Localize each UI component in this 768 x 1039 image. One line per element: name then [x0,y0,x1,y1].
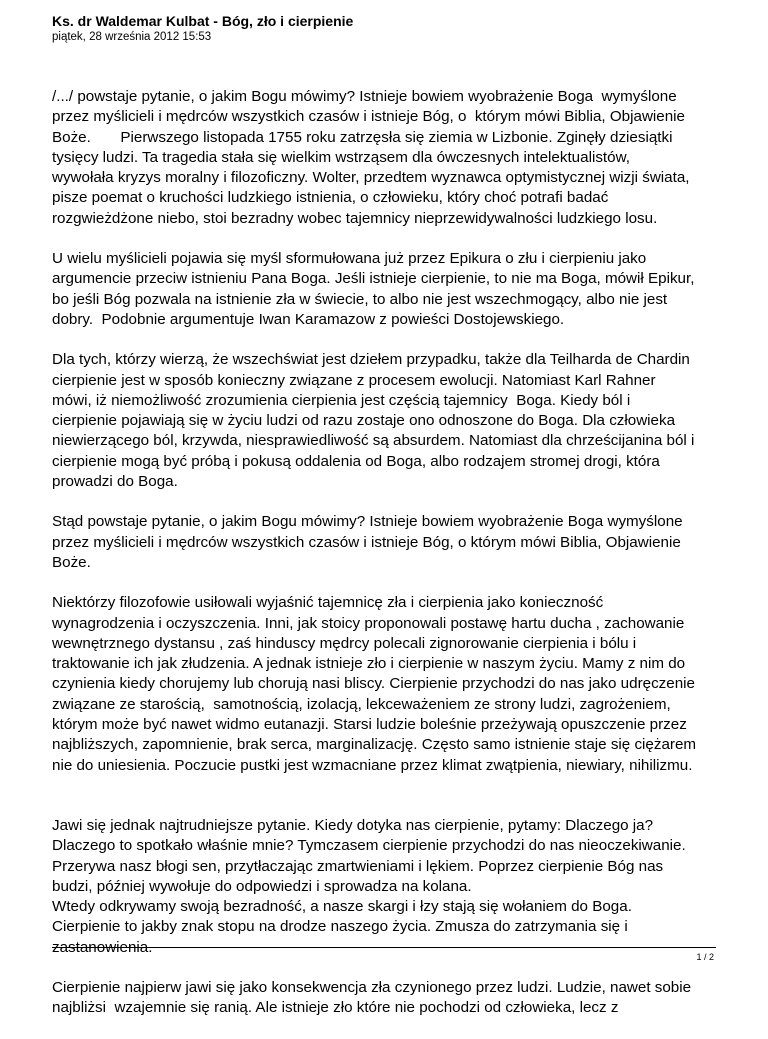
paragraph-4: Stąd powstaje pytanie, o jakim Bogu mówimy? Istnieje bowiem wyobrażenie Boga wymyślone przez myślicieli i mędrców wszystkich czasów i istnieje Bóg, o którym mówi Biblia, Objawienie Boże. [52,513,683,571]
publication-date: piątek, 28 września 2012 15:53 [52,31,212,43]
page-header [52,13,716,44]
paragraph-3: Dla tych, którzy wierzą, że wszechświat jest dziełem przypadku, także dla Teilharda de Chardin cierpienie jest w sposób konieczny związane z procesem ewolucji. Natomiast Karl Rahner mówi, iż niemożliwość zrozumienia cierpienia jest częścią tajemnicy Boga. Kiedy ból i cierpienie pojawiają się w życiu ludzi od razu zostaje ono odnoszone do Boga. Dla człowieka niewierzącego ból, krzywda, niesprawiedliwość są absurdem. Natomiast dla chrześcijanina ból i cierpienie mogą być próbą i pokusą oddalenia od Boga, albo rodzajem stromej drogi, która prowadzi do Boga. [52,351,695,491]
paragraph-6: Jawi się jednak najtrudniejsze pytanie. Kiedy dotyka nas cierpienie, pytamy: Dlaczego ja? Dlaczego to spotkało właśnie mnie? Tymczasem cierpienie przychodzi do nas nieoczekiwanie. Przerywa nasz błogi sen, przytłaczając zmartwieniami i lękiem. Poprzez cierpienie Bóg nas budzi, później wywołuje do odpowiedzi i sprowadza na kolana. Wtedy odkrywamy swoją bezradność, a nasze skargi i łzy stają się wołaniem do Boga. Cierpienie to jakby znak stopu na drodze naszego życia. Zmusza do zatrzymania się i zastanowienia. [52,816,686,956]
document-title: Ks. dr Waldemar Kulbat - Bóg, zło i cierpienie [52,13,354,29]
paragraph-7: Cierpienie najpierw jawi się jako konsekwencja zła czynionego przez ludzi. Ludzie, nawet sobie najbliżsi wzajemnie się ranią. Ale istnieje zło które nie pochodzi od człowieka, lecz z [52,978,692,1017]
paragraph-5: Niektórzy filozofowie usiłowali wyjaśnić tajemnicę zła i cierpienia jako konieczność wynagrodzenia i oczyszczenia. Inni, jak stoicy proponowali postawę hartu ducha , zachowanie wewnętrznego dystansu , zaś hinduscy mędrcy polecali zignorowanie cierpienia i bólu i traktowanie ich jak złudzenia. A jednak istnieje zło i cierpienie w naszym życiu. Mamy z nim do czynienia kiedy chorujemy lub chorują nasi bliscy. Cierpienie przychodzi do nas jako udręczenie związane ze starością, samotnością, izolacją, lekceważeniem ze strony ludzi, zagrożeniem, którym może być nawet widmo eutanazji. Starsi ludzie boleśnie przeżywają opuszczenie przez najbliższych, zapomnienie, brak serca, marginalizację. Często samo istnienie staje się ciężarem nie do uniesienia. Poczucie pustki jest wzmacniane przez klimat zwątpienia, niewiary, nihilizmu. [52,594,697,774]
paragraph-2: U wielu myślicieli pojawia się myśl sformułowana już przez Epikura o złu i cierpieniu jako argumencie przeciw istnieniu Pana Boga. Jeśli istnieje cierpienie, to nie ma Boga, mówił Epikur, bo jeśli Bóg pozwala na istnienie zła w świecie, to albo nie jest wszechmogący, albo nie jest dobry. Podobnie argumentuje Iwan Karamazow z powieści Dostojewskiego. [52,250,695,328]
page-number: 1 / 2 [696,952,714,962]
paragraph-1: /.../ powstaje pytanie, o jakim Bogu mówimy? Istnieje bowiem wyobrażenie Boga wymyślone przez myślicieli i mędrców wszystkich czasów i istnieje Bóg, o którym mówi Biblia, Objawienie Boże. Pierwszego listopada 1755 roku zatrzęsła się ziemia w Lizbonie. Zginęły dziesiątki tysięcy ludzi. Ta tragedia stała się wielkim wstrząsem dla ówczesnych intelektualistów, wywołała kryzys moralny i filozoficzny. Wolter, przedtem wyznawca optymistycznej wizji świata, pisze poemat o kruchości ludzkiego istnienia, o człowieku, który choć potrafi badać rozgwieżdżone niebo, stoi bezradny wobec tajemnicy nieprzewidywalności ludzkiego losu. [52,88,690,227]
footer-divider [52,947,716,948]
article-body [52,87,724,1039]
